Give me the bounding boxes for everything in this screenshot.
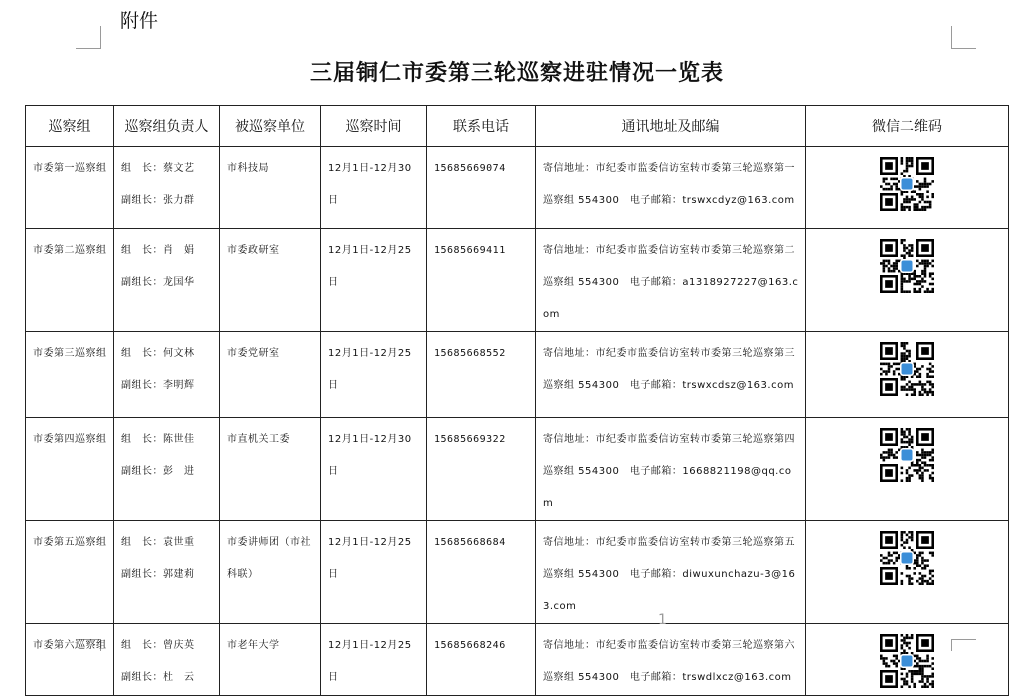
group-leader: 组 长：曾庆英 <box>121 640 195 651</box>
inspection-group-name: 市委第四巡察组 <box>33 434 107 445</box>
crop-mark-tr-h <box>952 48 976 49</box>
group-leader: 组 长：蔡文艺 <box>121 163 195 174</box>
column-header-time: 巡察时间 <box>321 106 427 147</box>
qr-cell <box>806 521 1008 585</box>
group-leaders <box>114 624 219 694</box>
inspected-unit: 市直机关工委 <box>227 434 290 445</box>
mailing-address: 寄信地址：市纪委市监委信访室转市委第三轮巡察第三巡察组 554300 电子邮箱：trswxcdsz@163.com <box>543 348 795 391</box>
group-leader: 组 长：陈世佳 <box>121 434 195 445</box>
group-leader: 组 长：肖 娟 <box>121 245 195 256</box>
group-leaders <box>114 332 219 402</box>
table-row <box>26 147 1009 229</box>
qr-cell <box>806 147 1008 211</box>
crop-mark-tr-v <box>951 26 952 49</box>
inspected-unit: 市老年大学 <box>227 640 280 651</box>
contact-phone: 15685669322 <box>434 434 506 445</box>
crop-mark-tl-h <box>76 48 100 49</box>
deputy-leader: 副组长：张力群 <box>121 195 195 206</box>
wechat-qr-code-icon <box>880 239 934 293</box>
inspection-group-name: 市委第五巡察组 <box>33 537 107 548</box>
table-row <box>26 418 1009 521</box>
wechat-qr-code-icon <box>880 157 934 211</box>
inspection-period: 12月1日-12月25日 <box>328 348 412 391</box>
inspection-group-name: 市委第六巡察组 <box>33 640 107 651</box>
deputy-leader: 副组长：彭 进 <box>121 466 195 477</box>
group-leaders <box>114 147 219 217</box>
table-row <box>26 332 1009 418</box>
column-header-phone: 联系电话 <box>427 106 536 147</box>
group-leader: 组 长：袁世重 <box>121 537 195 548</box>
inspection-period: 12月1日-12月25日 <box>328 640 412 683</box>
wechat-qr-code-icon <box>880 531 934 585</box>
inspection-group-name: 市委第一巡察组 <box>33 163 107 174</box>
inspection-group-name: 市委第三巡察组 <box>33 348 107 359</box>
inspection-table <box>25 105 1009 696</box>
qr-cell <box>806 418 1008 482</box>
column-header-address: 通讯地址及邮编 <box>536 106 806 147</box>
group-leader: 组 长：何文林 <box>121 348 195 359</box>
attachment-label: 附件 <box>120 10 159 32</box>
contact-phone: 15685668552 <box>434 348 506 359</box>
deputy-leader: 副组长：杜 云 <box>121 672 195 683</box>
mailing-address: 寄信地址：市纪委市监委信访室转市委第三轮巡察第六巡察组 554300 电子邮箱：trswdlxcz@163.com <box>543 640 795 683</box>
table-row <box>26 521 1009 624</box>
group-leaders <box>114 418 219 488</box>
wechat-qr-code-icon <box>880 342 934 396</box>
column-header-unit: 被巡察单位 <box>220 106 321 147</box>
wechat-qr-code-icon <box>880 634 934 688</box>
inspected-unit: 市委政研室 <box>227 245 280 256</box>
inspected-unit: 市科技局 <box>227 163 269 174</box>
table-header-row <box>26 106 1009 147</box>
deputy-leader: 副组长：李明辉 <box>121 380 195 391</box>
qr-cell <box>806 624 1008 688</box>
crop-mark-tl-v <box>100 26 101 49</box>
inspected-unit: 市委党研室 <box>227 348 280 359</box>
page-title: 三届铜仁市委第三轮巡察进驻情况一览表 <box>309 60 724 86</box>
page-number: 1 <box>658 612 667 628</box>
inspection-group-name: 市委第二巡察组 <box>33 245 107 256</box>
inspection-period: 12月1日-12月25日 <box>328 537 412 580</box>
deputy-leader: 副组长：龙国华 <box>121 277 195 288</box>
contact-phone: 15685668684 <box>434 537 506 548</box>
table-row <box>26 229 1009 332</box>
contact-phone: 15685668246 <box>434 640 506 651</box>
mailing-address: 寄信地址：市纪委市监委信访室转市委第三轮巡察第一巡察组 554300 电子邮箱：trswxcdyz@163.com <box>543 163 795 206</box>
mailing-address: 寄信地址：市纪委市监委信访室转市委第三轮巡察第二巡察组 554300 电子邮箱：a1318927227@163.com <box>543 245 799 320</box>
mailing-address: 寄信地址：市纪委市监委信访室转市委第三轮巡察第四巡察组 554300 电子邮箱：1668821198@qq.com <box>543 434 795 509</box>
column-header-wechat-qr: 微信二维码 <box>806 106 1009 147</box>
inspection-period: 12月1日-12月30日 <box>328 163 412 206</box>
column-header-group: 巡察组 <box>26 106 114 147</box>
mailing-address: 寄信地址：市纪委市监委信访室转市委第三轮巡察第五巡察组 554300 电子邮箱：diwuxunchazu-3@163.com <box>543 537 796 612</box>
group-leaders <box>114 229 219 299</box>
contact-phone: 15685669074 <box>434 163 506 174</box>
group-leaders <box>114 521 219 591</box>
contact-phone: 15685669411 <box>434 245 506 256</box>
wechat-qr-code-icon <box>880 428 934 482</box>
inspection-period: 12月1日-12月30日 <box>328 434 412 477</box>
inspected-unit: 市委讲师团（市社科联） <box>227 537 311 580</box>
table-row <box>26 624 1009 696</box>
qr-cell <box>806 332 1008 396</box>
column-header-leaders: 巡察组负责人 <box>114 106 220 147</box>
inspection-period: 12月1日-12月25日 <box>328 245 412 288</box>
qr-cell <box>806 229 1008 293</box>
deputy-leader: 副组长：郭建莉 <box>121 569 195 580</box>
